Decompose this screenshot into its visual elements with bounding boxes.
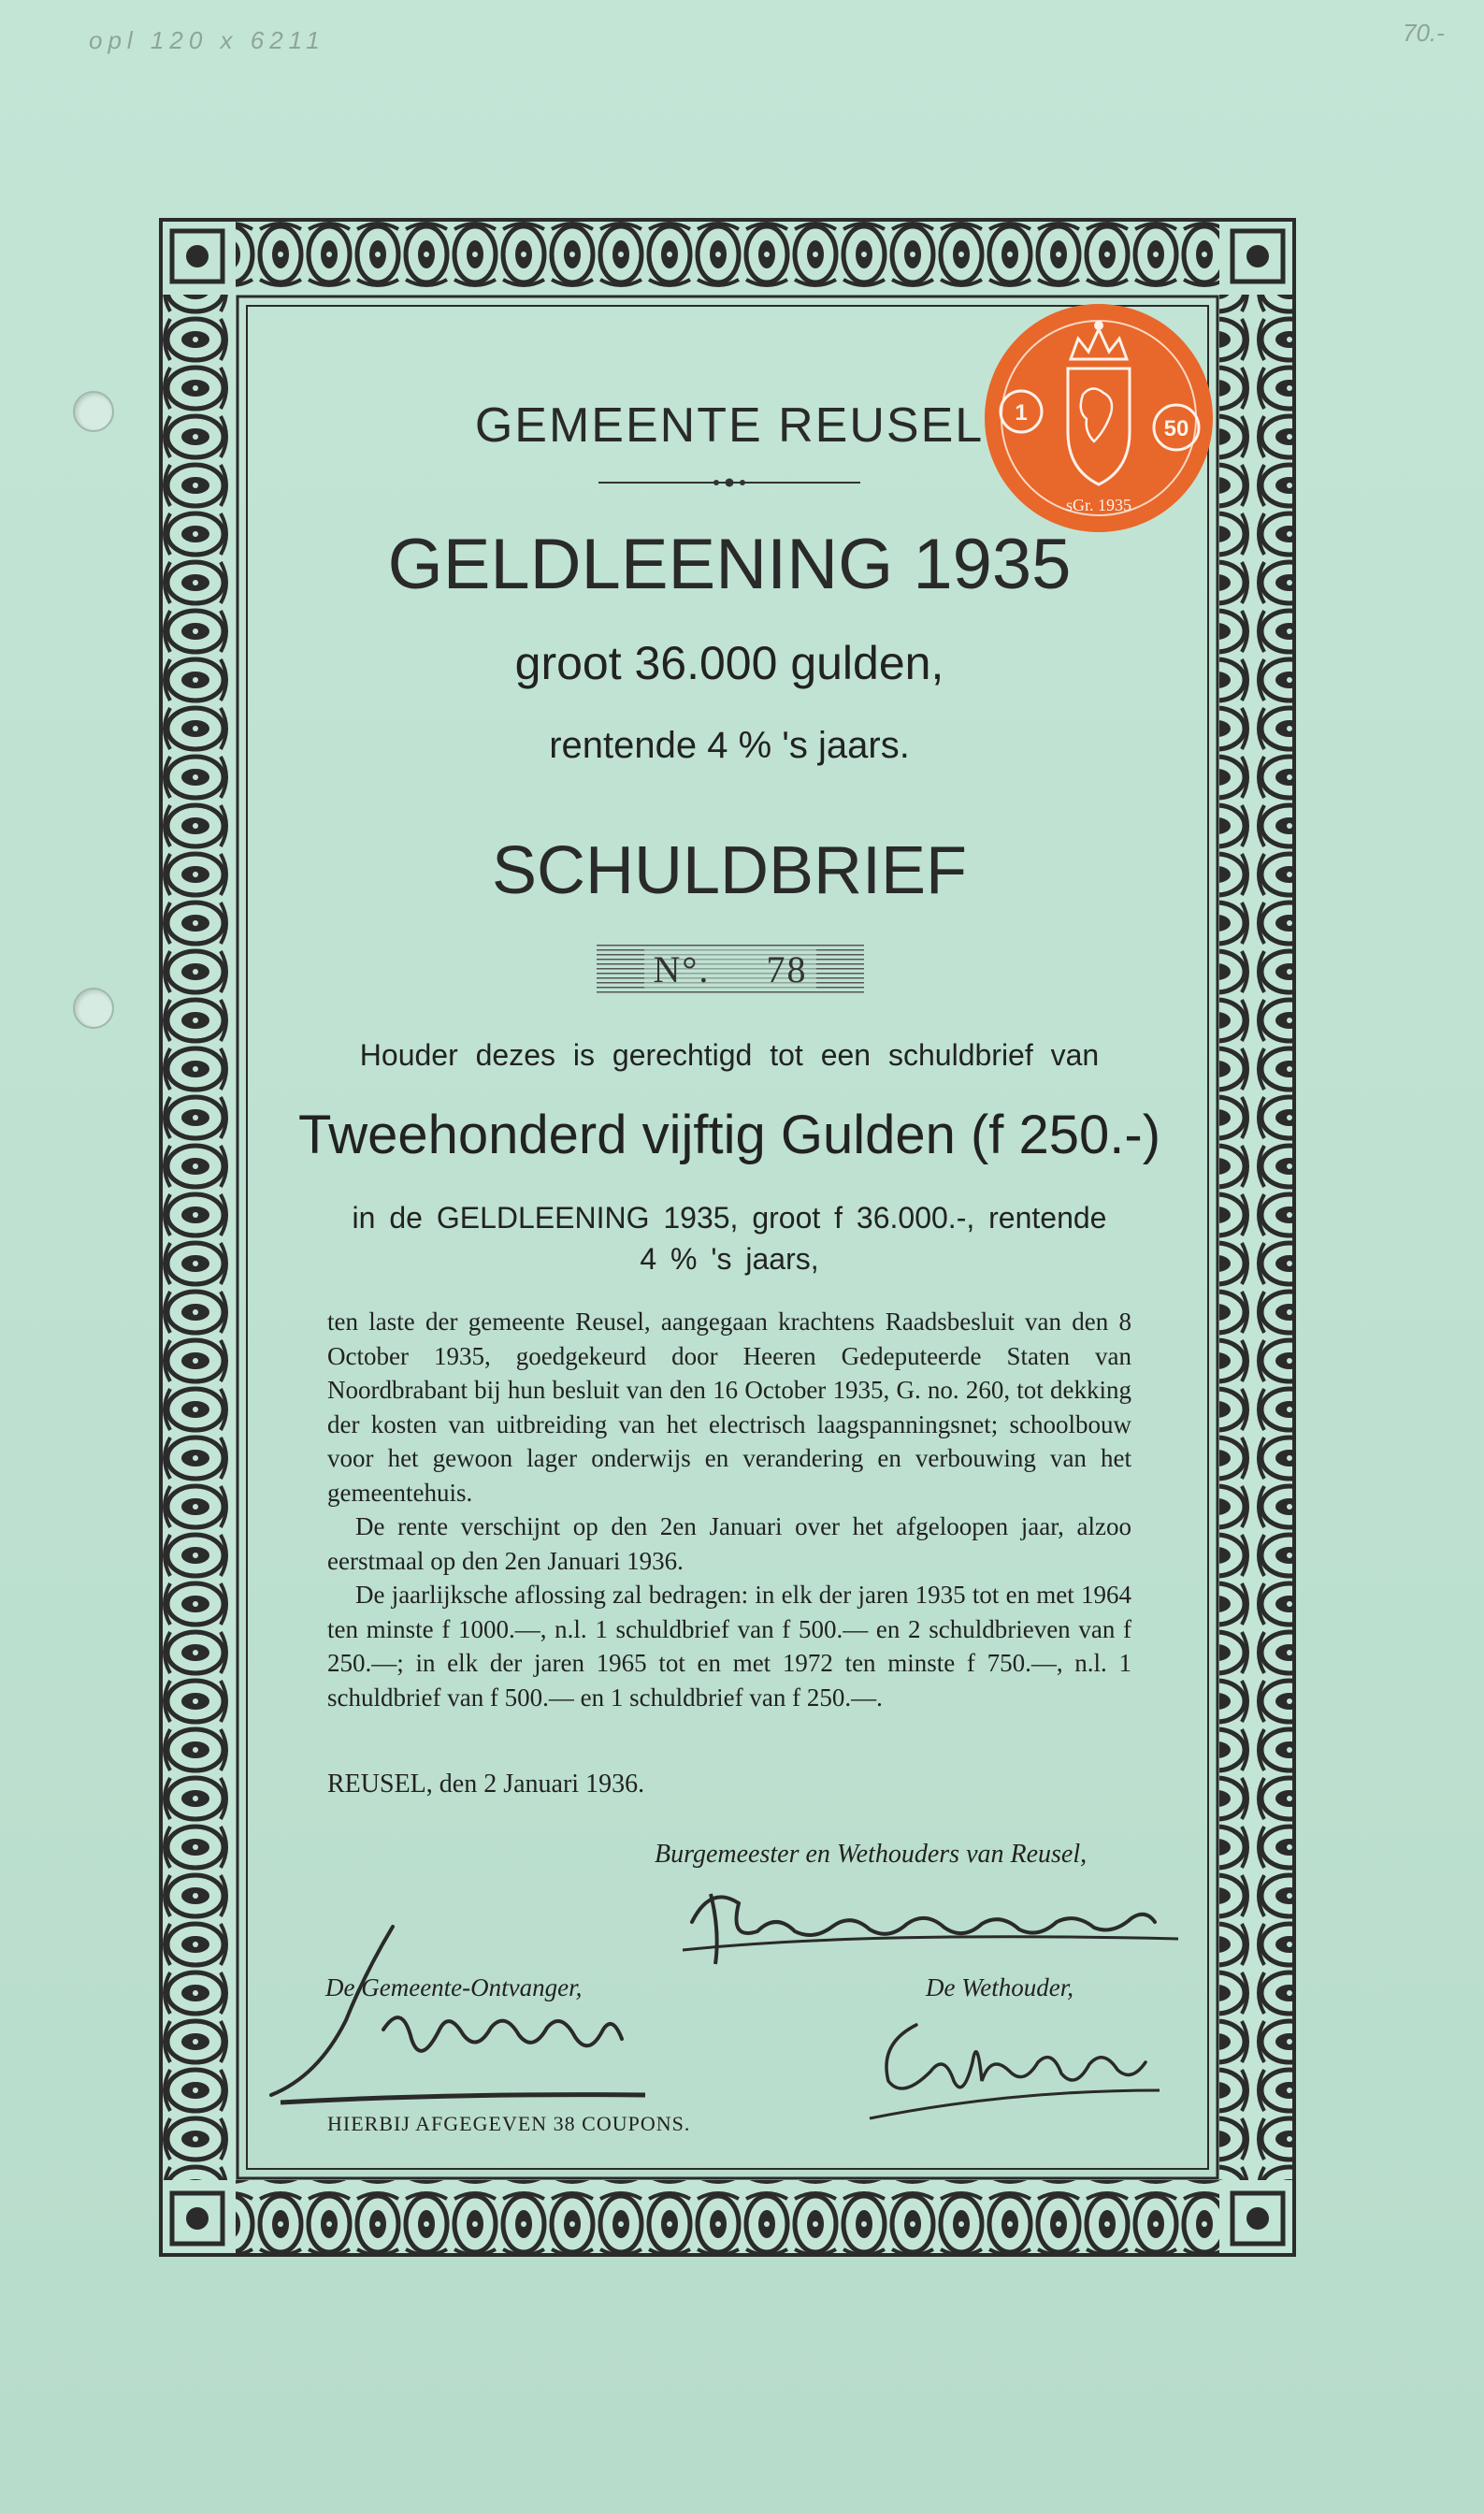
place-and-date: REUSEL, den 2 Januari 1936. (327, 1770, 645, 1799)
face-value: Tweehonderd vijftig Gulden (f 250.-) (297, 1105, 1161, 1165)
body-paragraph: De rente verschijnt op den 2en Januari over het afgeloopen jaar, alzoo eerstmaal op den 2en Januari 1936. (327, 1512, 1131, 1575)
certificate-number-box (597, 945, 864, 995)
document-type-title: SCHULDBRIEF (491, 833, 968, 908)
receiver-label: De Gemeente-Ontvanger, (325, 1973, 583, 2001)
municipality-heading: GEMEENTE REUSEL (474, 398, 985, 453)
stamp-left-value: 1 (1015, 400, 1028, 426)
mayor-signature (673, 1875, 1197, 1978)
stamp-bottom-text: sGr. 1935 (1065, 496, 1132, 514)
stamp-right-value: 50 (1163, 416, 1189, 441)
receiver-signature (262, 1917, 673, 2114)
punch-hole-top (73, 391, 114, 432)
loan-reference (234, 1197, 1225, 1279)
title-divider (598, 475, 860, 490)
pencil-note-top-left: opl 120 x 6211 (89, 26, 325, 54)
body-paragraph: De jaarlijksche aflossing zal bedragen: in elk der jaren 1935 tot en met 1964 ten minste f 1000.—, n.l. 1 schuldbrief van f 500.— en 2 schuldbrieven van f 250.—; in elk der jaren 1965 tot en met 1972 ten minste f 750.—, n.l. 1 schuldbrief van f 500.— en 1 schuldbrief van f 250.—. (327, 1581, 1131, 1712)
alderman-label: De Wethouder, (926, 1973, 1073, 2001)
loan-interest: rentende 4 % 's jaars. (549, 725, 910, 766)
pencil-note-top-right: 70.- (1403, 19, 1445, 47)
board-label: Burgemeester en Wethouders van Reusel, (655, 1840, 1088, 1869)
loan-reference-line-1: in de GELDLEENING 1935, groot f 36.000.-, rentende (352, 1201, 1107, 1235)
loan-title: GELDLEENING 1935 (387, 525, 1072, 604)
certificate-number-value: 78 (766, 948, 808, 990)
alderman-signature (860, 1997, 1169, 2128)
loan-reference-line-2: 4 % 's jaars, (640, 1242, 819, 1276)
punch-hole-bottom (73, 988, 114, 1029)
body-text (327, 1305, 1131, 1714)
coupons-note: HIERBIJ AFGEGEVEN 38 COUPONS. (327, 2112, 691, 2135)
holder-line: Houder dezes is gerechtigd tot een schuldbrief van (359, 1038, 1100, 1072)
loan-amount: groot 36.000 gulden, (514, 637, 944, 689)
certificate-number-label: N°. (653, 948, 711, 990)
body-paragraph: ten laste der gemeente Reusel, aangegaan krachtens Raadsbesluit van den 8 October 1935, goedgekeurd door Heeren Gedeputeerde Staten van Noordbrabant bij hun besluit van den 16 October 1935, G. no. 260, tot dekking der kosten van uitbreiding van het electrisch laagspanningsnet; schoolbouw voor het gewoon lager onderwijs en verandering en verbouwing van het gemeentehuis. (327, 1308, 1131, 1507)
